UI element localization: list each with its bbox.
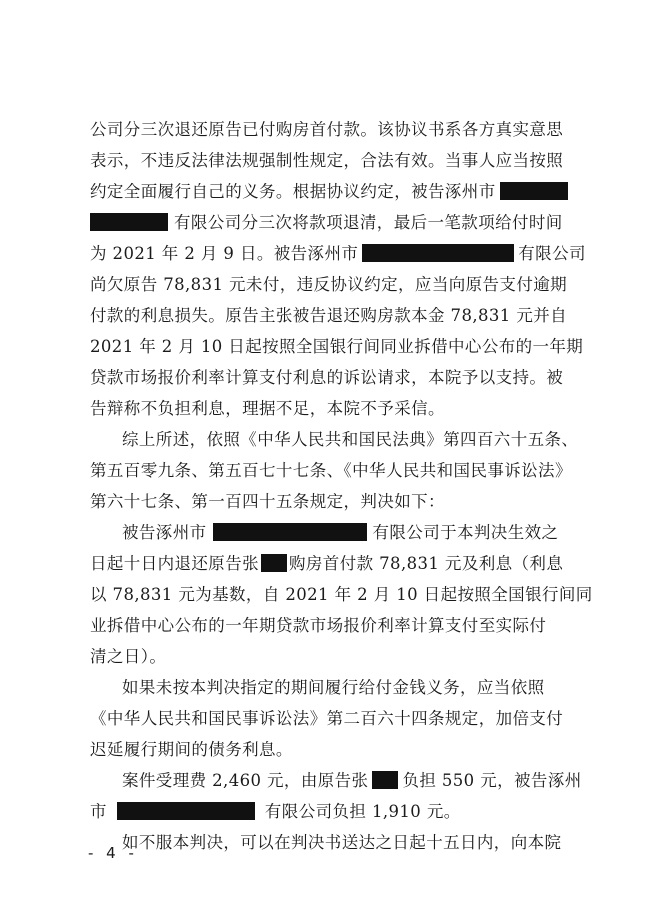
text-line: 综上所述，依照《中华人民共和国民法典》第四百六十五条、 [122, 430, 579, 449]
redaction-block [261, 554, 287, 572]
text-line: 市 有限公司负担 1,910 元。 [90, 802, 461, 821]
redaction-block [117, 802, 255, 820]
text-line: 贷款市场报价利率计算支付利息的诉讼请求，本院予以支持。被 [90, 368, 564, 387]
redaction-block [90, 213, 168, 231]
text-line: 日起十日内退还原告张 购房首付款 78,831 元及利息（利息 [90, 554, 564, 573]
text-line: 迟延履行期间的债务利息。 [90, 740, 293, 759]
redaction-block [372, 771, 398, 789]
redaction-block [213, 523, 367, 541]
text-line: 为 2021 年 2 月 9 日。被告涿州市 有限公司 [90, 244, 586, 263]
text-line: 清之日）。 [90, 647, 167, 666]
text-line: 约定全面履行自己的义务。根据协议约定，被告涿州市 [90, 177, 570, 207]
text-line: 2021 年 2 月 10 日起按照全国银行间同业拆借中心公布的一年期 [90, 337, 584, 356]
text-line: 业拆借中心公布的一年期贷款市场报价利率计算支付至实际付 [90, 616, 547, 635]
text-line: 被告涿州市 有限公司于本判决生效之 [122, 523, 559, 542]
text-line: 如果未按本判决指定的期间履行给付金钱义务，应当依照 [122, 678, 545, 697]
text-line: 案件受理费 2,460 元，由原告张 负担 550 元，被告涿州 [122, 771, 582, 790]
text-line: 公司分三次退还原告已付购房首付款。该协议书系各方真实意思 [90, 120, 564, 139]
text-line: 告辩称不负担利息，理据不足，本院不予采信。 [90, 399, 445, 418]
text-line: 第六十七条、第一百四十五条规定，判决如下： [90, 492, 445, 511]
text-line: 表示，不违反法律法规强制性规定，合法有效。当事人应当按照 [90, 151, 564, 170]
redaction-block [500, 182, 568, 200]
text-line: 有限公司分三次将款项退清，最后一笔款项给付时间 [90, 208, 570, 238]
text-line: 以 78,831 元为基数，自 2021 年 2 月 10 日起按照全国银行间同 [90, 585, 593, 604]
redaction-block [362, 244, 514, 262]
text-line: 尚欠原告 78,831 元未付，违反协议约定，应当向原告支付逾期 [90, 275, 568, 294]
text-line: 《中华人民共和国民事诉讼法》第二百六十四条规定，加倍支付 [90, 709, 564, 728]
text-line: 付款的利息损失。原告主张被告退还购房款本金 78,831 元并自 [90, 306, 568, 325]
text-line: 第五百零九条、第五百七十七条、《中华人民共和国民事诉讼法》 [90, 461, 572, 480]
page-number: - 4 - [88, 844, 138, 862]
text-line: 如不服本判决，可以在判决书送达之日起十五日内，向本院 [122, 833, 562, 852]
